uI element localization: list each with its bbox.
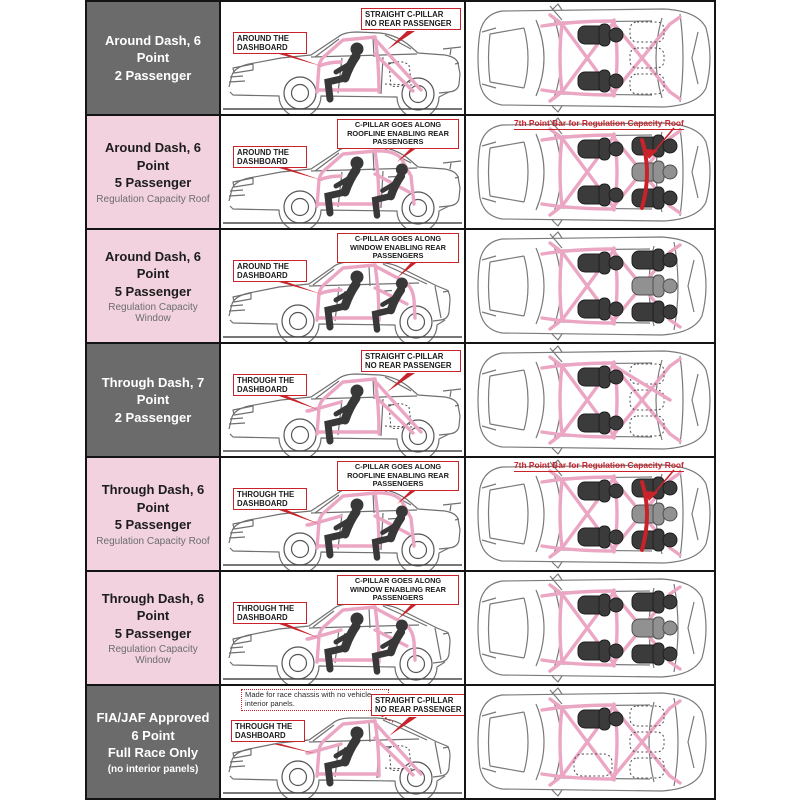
row-label-around-6pt-5pass-roof [87,116,219,228]
row-label-sub: Regulation Capacity Roof [96,535,210,547]
row-label-sub: Regulation Capacity Window [108,644,198,667]
callout-dashboard: THROUGH THE DASHBOARD [233,374,307,396]
callout-dashboard: AROUND THE DASHBOARD [233,260,307,282]
row-label-fia-jaf-6pt [87,686,219,798]
top-view-cell [466,686,714,798]
row-label-line: FIA/JAF Approved [96,710,210,726]
callout-c-pillar: STRAIGHT C-PILLAR NO REAR PASSENGER [371,694,464,716]
callout-dashboard: THROUGH THE DASHBOARD [231,720,305,742]
row-label-through-6pt-5pass-roof [87,458,219,570]
row-label-line: 2 Passenger [114,409,192,425]
top-view-cell [466,344,714,456]
row-label-around-6pt-5pass-window [87,230,219,342]
top-view-cell [466,230,714,342]
rollcage-comparison-table [85,0,716,800]
side-view-cell [221,116,464,228]
row-label-line: Through Dash, 6 Point [101,482,205,515]
top-view-cell [466,2,714,114]
callout-c-pillar: C-PILLAR GOES ALONG WINDOW ENABLING REAR PASSENGERS [337,575,459,605]
callout-dashboard: THROUGH THE DASHBOARD [233,488,307,510]
car-top-diagram [466,230,714,342]
side-view-cell [221,458,464,570]
seventh-point-note: 7th Point Bar for Regulation Capacity Roof [514,118,684,128]
callout-c-pillar: C-PILLAR GOES ALONG ROOFLINE ENABLING REAR PASSENGERS [337,119,459,149]
row-label-line: 5 Passenger [114,517,192,533]
row-label-around-6pt-2pass [87,2,219,114]
row-label-line: Around Dash, 6 Point [104,32,202,66]
row-label-line: 5 Passenger [114,175,192,191]
callout-dashboard: AROUND THE DASHBOARD [233,146,307,168]
row-label-line: Through Dash, 6 Point [101,590,205,624]
row-label-through-6pt-5pass-window [87,572,219,684]
side-view-cell [221,344,464,456]
top-view-cell [466,458,714,570]
callout-c-pillar: STRAIGHT C-PILLAR NO REAR PASSENGER [361,350,461,372]
row-label-line: 5 Passenger [114,625,192,641]
callout-c-pillar: C-PILLAR GOES ALONG WINDOW ENABLING REAR PASSENGERS [337,233,459,263]
car-top-diagram [466,2,714,114]
row-label-line: 5 Passenger [114,283,192,299]
callout-dashboard: AROUND THE DASHBOARD [233,32,307,54]
row-label-through-7pt-2pass [87,344,219,456]
callout-c-pillar: C-PILLAR GOES ALONG ROOFLINE ENABLING REAR PASSENGERS [337,461,459,491]
row-label-line: Around Dash, 6 Point [104,248,202,282]
top-view-cell [466,116,714,228]
race-chassis-note: Made for race chassis with no vehicle interior panels. [241,689,389,711]
row-label-sub: (no interior panels) [107,763,199,775]
side-view-cell [221,2,464,114]
row-label-line: Around Dash, 6 Point [104,140,202,173]
row-label-line: Full Race Only [107,745,199,761]
row-label-line: Through Dash, 7 Point [101,374,205,408]
car-top-diagram [466,686,714,798]
callout-c-pillar: STRAIGHT C-PILLAR NO REAR PASSENGER [361,8,461,30]
side-view-cell [221,230,464,342]
row-label-line: 6 Point [131,727,175,743]
side-view-cell [221,686,464,798]
top-view-cell [466,572,714,684]
car-top-diagram [466,344,714,456]
car-top-diagram [466,572,714,684]
callout-dashboard: THROUGH THE DASHBOARD [233,602,307,624]
seventh-point-note: 7th Point Bar for Regulation Capacity Roof [514,460,684,470]
side-view-cell [221,572,464,684]
row-label-line: 2 Passenger [114,67,192,83]
row-label-sub: Regulation Capacity Roof [96,193,210,205]
car-top-diagram [466,458,714,570]
row-label-sub: Regulation Capacity Window [108,302,198,325]
car-top-diagram [466,116,714,228]
